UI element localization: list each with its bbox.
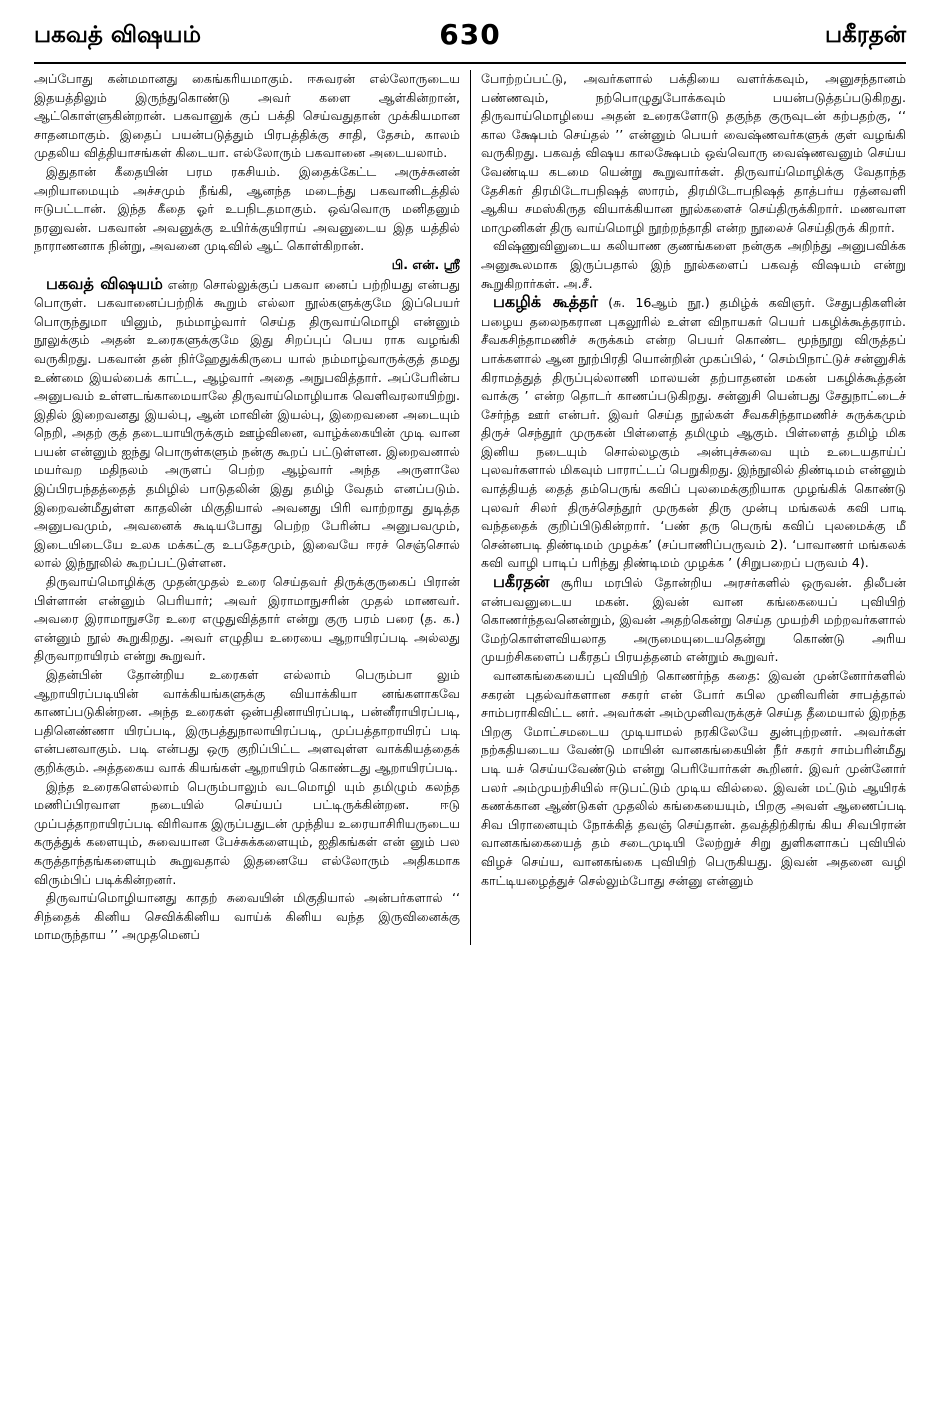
entry-heading: பகீரதன் <box>493 572 550 592</box>
text-columns <box>34 70 906 945</box>
left-column <box>34 70 470 945</box>
entry-heading: பகவத் விஷயம் <box>46 273 163 293</box>
paragraph: இந்த உரைகளெல்லாம் பெரும்பாலும் வடமொழி யும் தமிழும் கலந்த மணிப்பிரவாள நடையில் செய்யப் பட்டிருக்கின்றன. ஈடு முப்பத்தாறாயிரப்படி விரிவாக இருப்பதுடன் முந்திய உரையாசிரியருடைய கருத்துக் களையும், சுவையான பேச்சுக்களையும், ஐதிகங்கள் என் னும் பல கருத்தாந்தங்களையும் கூறுவதால் இதனையே எல்லோரும் அதிகமாக விரும்பிப் படிக்கின்றனர். <box>34 778 460 887</box>
entry-text: (சு. 16ஆம் நூ.) தமிழ்க் கவிஞர். சேதுபதிகளின் பழைய தலைநகரான புகலூரில் உள்ள விநாயகர் பெயர் பகழிக்கூத்தராம். சீவகசிந்தாமணிச் சுருக்கம் என்ற பெயர் கொண்ட மூந்நூறு விருத்தப் பாக்களால் ஆன நூற்பிரதி யொன்றின் முகப்பில், ‘ செம்பிநாட்டுச் சன்னுசிக் கிராமத்துத் திருப்புல்லாணி மாலயன் தற்பாதனன் மகன் பகழிக்கூத்தன் வாக்கு ’ என்ற தொடர் காணப்படுகிறது. சன்னுசி யென்பது சேதுநாட்டைச் சேர்ந்த ஊர் என்பர். இவர் செய்த நூல்கள் சீவகசிந்தாமணிச் சுருக்கமும் திருச் செந்தூர் முருகன் பிள்ளைத் தமிழும் ஆகும். பிள்ளைத் தமிழ் மிக இனிய நடையும் சொல்லழகும் அன்புச்சுவை யும் உடையதாய்ப் புலவர்களால் மிகவும் பாராட்டப் பெறுகிறது. இந்நூலில் திண்டிமம் என்னும் வாத்தியத் தைத் தம்பெருங் கவிப் புலமைக்குறியாக முழங்கிக் கொண்டு புலவர் சிலர் திருச்செந்தூர் முருகன் திரு முன்பு மங்கலக் கவி பாடி வந்ததைக் குறிப்பிடுகின்றார். ‘பண் தரு பெருங் கவிப் புலமைக்கு மீ சென்னபடி திண்டிமம் முழக்க’ (சப்பாணிப்பருவம் 2). ‘பாவாணர் மங்கலக் கவி வாழி பாடிப் பரிந்து திண்டிமம் முழக்க ’ (சிறுபறைப் பருவம் 4). <box>481 295 906 571</box>
running-head-right: பகீரதன் <box>825 22 906 48</box>
entry-paragraph <box>481 293 906 573</box>
paragraph: திருவாய்மொழிக்கு முதன்முதல் உரை செய்தவர் திருக்குருகைப் பிரான் பிள்ளான் என்னும் பெரியார்; அவர் இராமாநுசரின் முதல் மாணவர். அவரை இராமாநுசரே உரை எழுதுவித்தார் என்று குரு பரம் பரை (த. க.) என்னும் நூல் கூறுகிறது. அவர் எழுதிய உரையை ஆறாயிரப்படி அல்லது திருவாறாயிரம் என்று கூறுவர். <box>34 574 460 664</box>
page-number: 630 <box>439 18 501 51</box>
right-column <box>470 70 906 945</box>
paragraph: வானகங்கையைப் புவியிற் கொணர்ந்த கதை: இவன் முன்னோர்களில் சகரன் புதல்வர்களான சகரர் என் போர் கபில முனிவரின் சாபத்தால் சாம்பராகிவிட்ட னர். அவர்கள் அம்முனிவருக்குச் செய்த தீமையால் இறந்த பிறகு மோட்சமடைய முடியாமல் நரகிலேயே துன்புற்றனர். அவர்கள் நற்கதியடைய வேண்டு மாயின் வானகங்கையின் நீர் சகரர் சாம்பரின்மீது படி யச் செய்யவேண்டும் என்று பெரியோர்கள் கூறினர். இவர் முன்னோர் பலர் அம்முயற்சியில் ஈடுபட்டும் முடிய வில்லை. இவன் மட்டும் ஆயிரக் கணக்கான ஆண்டுகள் முதலில் கங்கையையும், பிறகு அவள் ஆணைப்படி சிவ பிரானையும் நோக்கித் தவஞ் செய்தான். தவத்திற்கிரங் கிய சிவபிரான் வானகங்கையைத் தம் சடைமுடியி லேற்றுச் சிறு துளிகளாகப் புவியில் விழச் செய்ய, வானகங்கை புவியிற் பெருகியது. இவன் அதனை வழி காட்டியழைத்துச் செல்லும்போது சன்னு என்னும் <box>481 668 906 888</box>
paragraph: விஷ்ணுவினுடைய கலியாண குணங்களை நன்குக அறிந்து அனுபவிக்க அனுகூலமாக இருப்பதால் இந் நூல்களைப் பகவத் விஷயம் என்று கூறுகிறார்கள். அ.சீ. <box>481 238 906 291</box>
entry-paragraph <box>34 275 460 574</box>
entry-text: சூரிய மரபில் தோன்றிய அரசர்களில் ஒருவன். திலீபன் என்பவனுடைய மகன். இவன் வான கங்கையைப் புவியிற் கொணர்ந்தவனென்றும், இவன் அதற்கென்று செய்த முயற்சி மற்றவர்களால் மேற்கொள்ளவியலாத அருமையுடையதென்று கொண்டு அரிய முயற்சிகளைப் பகீரதப் பிரயத்தனம் என்றும் கூறுவர். <box>481 575 906 665</box>
page-header <box>34 18 906 58</box>
header-rule <box>34 62 906 64</box>
author-signature: பி. என். ஸ்ரீ <box>391 256 460 272</box>
paragraph: போற்றப்பட்டு, அவர்களால் பக்தியை வளர்க்கவும், அனுசந்தானம் பண்ணவும், நற்பொழுதுபோக்கவும் பயன்படுத்தப்படுகிறது. திருவாய்மொழியை அதன் உரைகளோடு தகுந்த குருவுடன் கற்பதற்கு, ‘‘ கால க்ஷேபம் செய்தல் ’’ என்னும் பெயர் வைஷ்ணவர்களுக் குள் வழங்கி வருகிறது. பகவத் விஷய காலக்ஷேபம் ஒவ்வொரு வைஷ்ணவனும் செய்ய வேண்டிய கடமை யென்று கூறுவார்கள். திருவாய்மொழிக்கு வேதாந்த தேசிகர் திரமிடோபநிஷத் ஸாரம், திரமிடோபநிஷத் தாத்பர்ய ரத்னவளி ஆகிய சமஸ்கிருத வியாக்கியான நூல்களைச் செய்திருக்கிறார். மணவாள மாமுனிகள் திரு வாய்மொழி நூற்றந்தாதி என்ற நூலைச் செய்திருக் கிறார். <box>481 71 906 235</box>
entry-text: என்ற சொல்லுக்குப் பகவா னைப் பற்றியது என்பது பொருள். பகவானைப்பற்றிக் கூறும் எல்லா நூல்களுக்குமே இப்பெயர் பொருந்துமா யினும், நம்மாழ்வார் செய்த திருவாய்மொழி என்னும் நூலுக்கும் அதன் உரைகளுக்குமே இது சிறப்புப் பெய ராக வழங்கி வருகிறது. பகவான் தன் நிர்ஹேதுக்கிருபை யால் நம்மாழ்வாருக்குத் தமது உண்மை இயல்பைக் காட்ட, ஆழ்வார் அதை அநுபவித்தார். அப்பேரின்ப அனுபவம் உள்ளடங்காமையாலே திருவாய்மொழியாக வெளிவரலாயிற்று. இதில் இறைவனது இயல்பு, ஆன் மாவின் இயல்பு, இறைவனை அடையும் நெறி, அதற் குத் தடையாயிருக்கும் ஊழ்வினை, வாழ்க்கையின் முடி வான பயன் என்னும் ஐந்து பொருள்களும் நன்கு கூறப் பட்டுள்ளன. இறைவனால் மயர்வற மதிநலம் அருளப் பெற்ற ஆழ்வார் அந்த அருளாலே இப்பிரபந்தத்தைத் தமிழில் பாடுதலின் இது தமிழ் வேதம் எனப்படும். இறைவன்மீதுள்ள காதலின் மிகுதியால் அவனது பிரி வாற்றாது துடித்த அனுபவமும், அவனைக் கூடியபோது பெற்ற பேரின்ப அனுபவமும், இடையிடையே உலக மக்கட்கு உபதேசமும், இவையே ஈரச் செஞ்சொல் லால் இந்நூலில் கூறப்பட்டுள்ளன. <box>34 276 460 571</box>
paragraph: அப்போது கன்மமானது கைங்கரியமாகும். ஈசுவரன் எல்லோருடைய இதயத்திலும் இருந்துகொண்டு அவர் களை ஆள்கின்றான், ஆட்கொள்ளுகின்றான். பகவானுக் குப் பக்தி செய்வதுதான் முக்கியமான சாதனமாகும். இதைப் பயன்படுத்தும் பிரபத்திக்கு சாதி, தேசம், காலம் முதலிய வித்தியாசங்கள் கிடையா. எல்லோரும் பகவானை அடையலாம். <box>34 71 460 161</box>
running-head-left: பகவத் விஷயம் <box>34 22 201 48</box>
entry-heading: பகழிக் கூத்தர் <box>493 292 599 312</box>
entry-paragraph <box>481 573 906 667</box>
paragraph: இதுதான் கீதையின் பரம ரகசியம். இதைக்கேட்ட அருச்சுனன் அறியாமையும் அச்சமும் நீங்கி, ஆனந்த மடைந்து பகவானிடத்தில் ஈடுபட்டான். இந்த கீதை ஓர் உபநிடதமாகும். ஒவ்வொரு மனிதனும் நரனுவன். பகவான் அவனுக்கு உயிர்க்குயிராய் அவனுடைய இத யத்தில் நாராணனாக நின்று, அவனை முடிவில் ஆட் கொள்கிறான். <box>34 163 460 254</box>
paragraph: திருவாய்மொழியானது காதற் சுவையின் மிகுதியால் அன்பர்களால் ‘‘ சிந்தைக் கினிய செவிக்கினிய வாய்க் கினிய வந்த இருவினைக்கு மாமருந்தாய ’’ அமுதமெனப் <box>34 890 460 943</box>
paragraph: இதன்பின் தோன்றிய உரைகள் எல்லாம் பெரும்பா லும் ஆறாயிரப்படியின் வாக்கியங்களுக்கு வியாக்கியா னங்களாகவே காணப்படுகின்றன. அந்த உரைகள் ஒன்பதினாயிரப்படி, பன்னீராயிரப்படி, பதினெண்ணா யிரப்படி, இருபத்துநாலாயிரப்படி, முப்பத்தாறாயிரப் படி என்பனவாகும். படி என்பது ஒரு குறிப்பிட்ட அளவுள்ள வாக்கியத்தைக் குறிக்கும். அத்தகைய வாக் கியங்கள் ஆறாயிரம் கொண்டது ஆறாயிரப்படி. <box>34 667 460 775</box>
